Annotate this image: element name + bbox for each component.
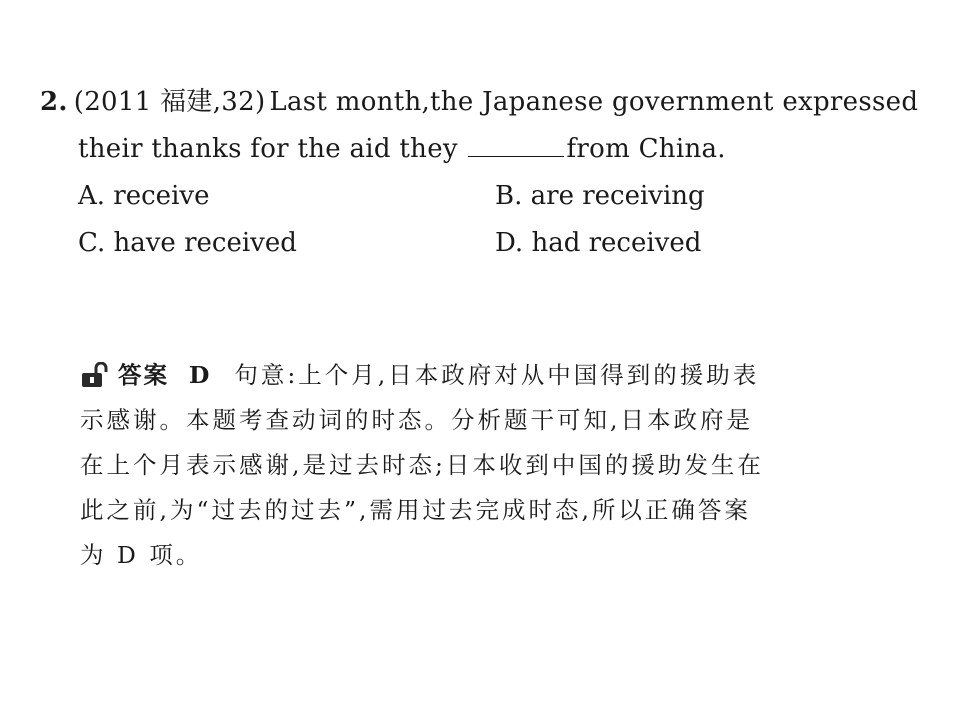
explanation-line-5: 为 D 项。 xyxy=(80,541,203,569)
option-d: D. had received xyxy=(495,228,702,258)
answer-letter: D xyxy=(189,361,213,389)
question-source: (2011 福建,32) xyxy=(73,87,266,117)
question-text-1: Last month,the Japanese government expressed xyxy=(269,87,919,117)
option-c: C. have received xyxy=(78,228,297,258)
answer-line-1 xyxy=(80,355,850,400)
question-line-1 xyxy=(40,82,930,129)
explanation-line-3: 在上个月表示感谢,是过去时态;日本收到中国的援助发生在 xyxy=(80,451,764,479)
answer-blank xyxy=(468,132,564,157)
option-b: B. are receiving xyxy=(495,181,705,211)
question-text-2b: from China. xyxy=(566,134,726,164)
options-grid xyxy=(40,176,930,270)
lock-icon xyxy=(80,360,108,400)
question-block xyxy=(40,82,930,270)
question-line-2 xyxy=(40,129,930,176)
question-number: 2. xyxy=(40,87,68,117)
question-text-2a: their thanks for the aid they xyxy=(78,134,458,164)
answer-block xyxy=(80,355,850,580)
explanation-line-1: 句意:上个月,日本政府对从中国得到的援助表 xyxy=(234,361,760,389)
answer-label: 答案 xyxy=(118,361,169,389)
explanation-line-2: 示感谢。本题考查动词的时态。分析题干可知,日本政府是 xyxy=(80,406,753,434)
option-a: A. receive xyxy=(78,181,210,211)
explanation-line-4: 此之前,为“过去的过去”,需用过去完成时态,所以正确答案 xyxy=(80,496,751,524)
